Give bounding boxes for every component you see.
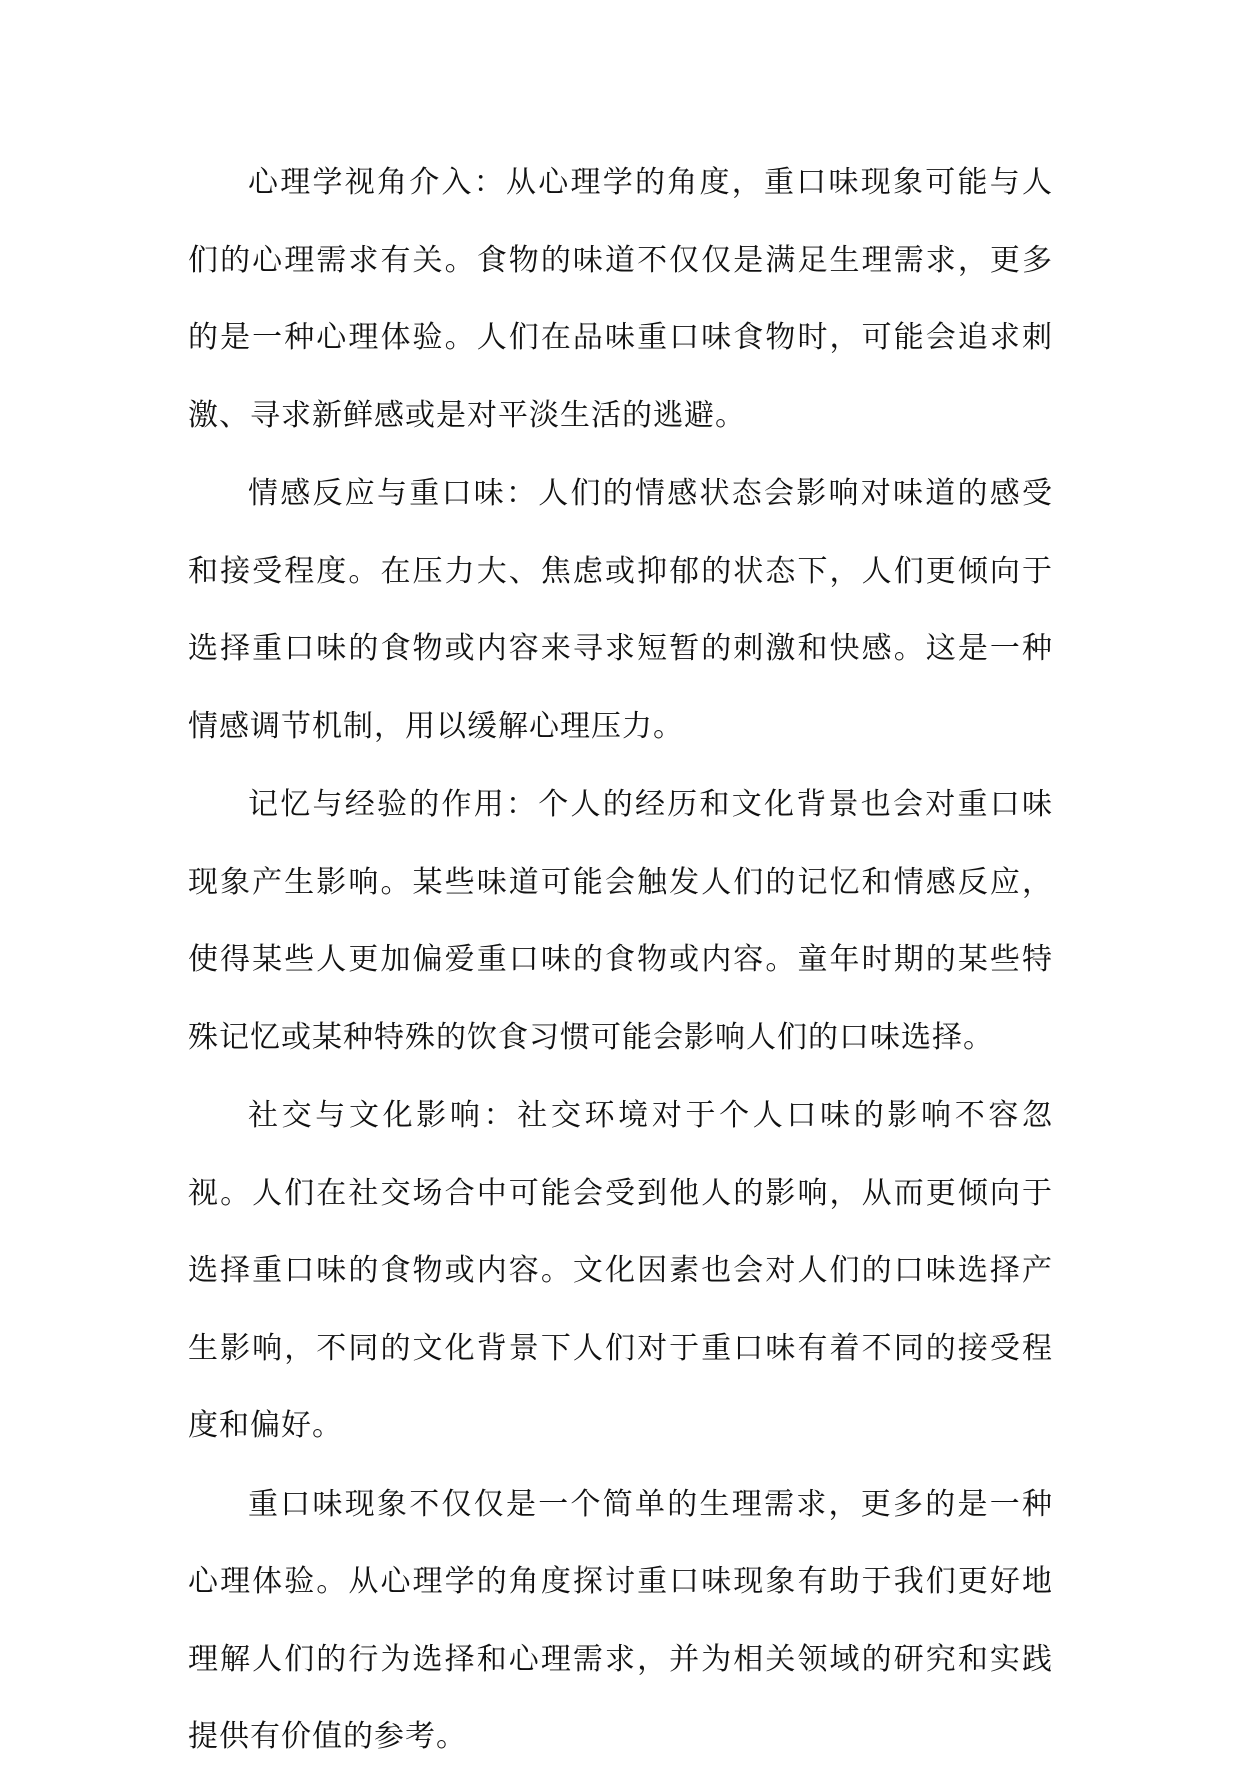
- paragraph-emotional-response: 情感反应与重口味：人们的情感状态会影响对味道的感受和接受程度。在压力大、焦虑或抑郁的状态下，人们更倾向于选择重口味的食物或内容来寻求短暂的刺激和快感。这是一种情感调节机制，用以缓解心理压力。: [188, 476, 1053, 744]
- paragraph-psychology-perspective: 心理学视角介入：从心理学的角度，重口味现象可能与人们的心理需求有关。食物的味道不仅仅是满足生理需求，更多的是一种心理体验。人们在品味重口味食物时，可能会追求刺激、寻求新鲜感或是对平淡生活的逃避。: [188, 165, 1053, 433]
- paragraph-social-culture: 社交与文化影响：社交环境对于个人口味的影响不容忽视。人们在社交场合中可能会受到他人的影响，从而更倾向于选择重口味的食物或内容。文化因素也会对人们的口味选择产生影响，不同的文化背景下人们对于重口味有着不同的接受程度和偏好。: [188, 1098, 1053, 1443]
- paragraph-conclusion: 重口味现象不仅仅是一个简单的生理需求，更多的是一种心理体验。从心理学的角度探讨重口味现象有助于我们更好地理解人们的行为选择和心理需求，并为相关领域的研究和实践提供有价值的参考。: [188, 1486, 1053, 1754]
- paragraph-memory-experience: 记忆与经验的作用：个人的经历和文化背景也会对重口味现象产生影响。某些味道可能会触发人们的记忆和情感反应，使得某些人更加偏爱重口味的食物或内容。童年时期的某些特殊记忆或某种特殊的饮食习惯可能会影响人们的口味选择。: [188, 787, 1053, 1055]
